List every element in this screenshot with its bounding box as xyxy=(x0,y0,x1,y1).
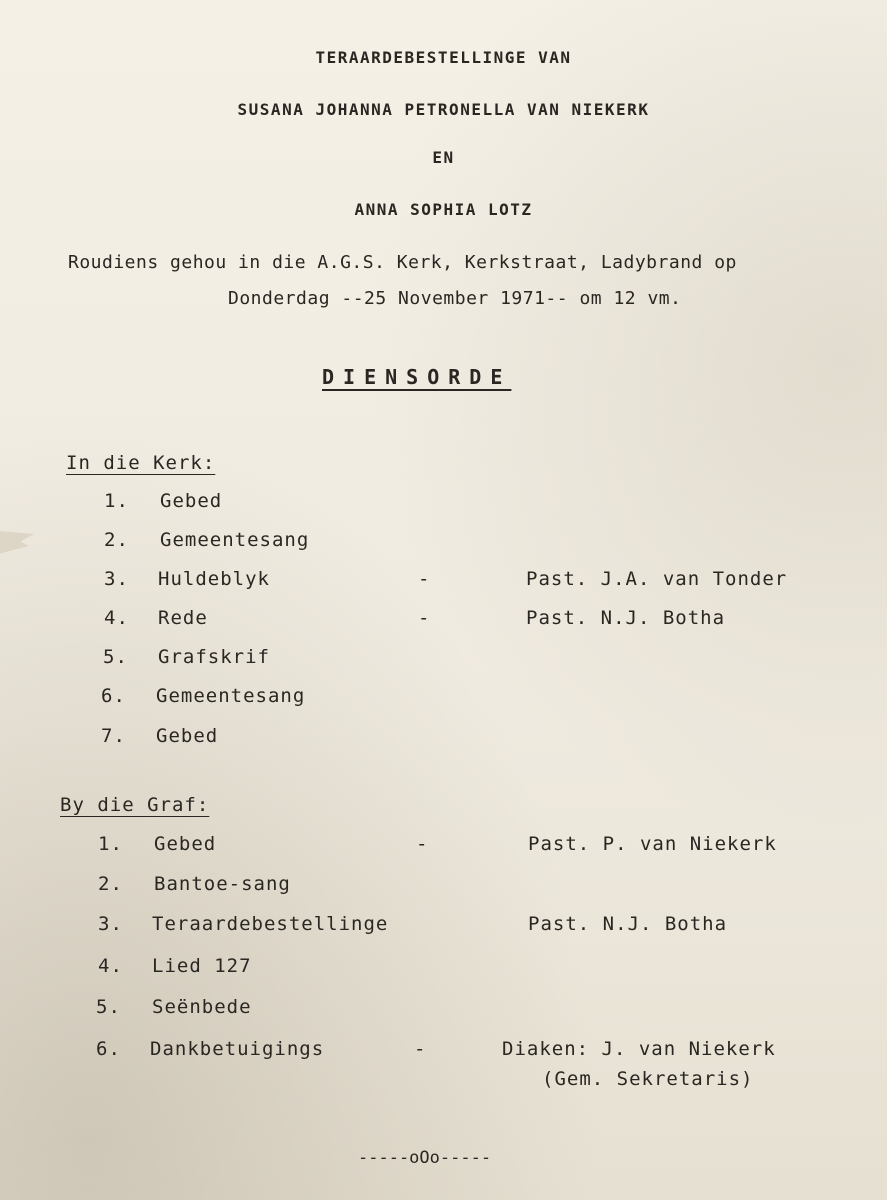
item-text: Huldeblyk xyxy=(158,568,270,590)
item-number: 2. xyxy=(98,873,123,895)
item-person: Past. J.A. van Tonder xyxy=(526,568,788,590)
item-text: Gemeentesang xyxy=(160,529,310,551)
item-text: Dankbetuigings xyxy=(150,1038,325,1060)
item-number: 4. xyxy=(98,955,123,977)
item-text: Gemeentesang xyxy=(156,685,306,707)
item-number: 4. xyxy=(104,607,129,629)
item-number: 5. xyxy=(96,996,121,1018)
item-text: Seënbede xyxy=(152,996,252,1018)
item-person: Past. N.J. Botha xyxy=(526,607,726,629)
item-number: 6. xyxy=(101,685,126,707)
item-dash: - xyxy=(418,607,431,629)
section-grave-label: By die Graf: xyxy=(60,794,210,816)
item-dash: - xyxy=(416,833,429,855)
torn-edge xyxy=(0,525,34,555)
item-number: 1. xyxy=(98,833,123,855)
item-person: Diaken: J. van Niekerk xyxy=(502,1038,776,1060)
service-line-2: Donderdag --25 November 1971-- om 12 vm. xyxy=(228,288,682,309)
section-church-label: In die Kerk: xyxy=(66,452,216,474)
item-number: 2. xyxy=(104,529,129,551)
item-dash: - xyxy=(418,568,431,590)
item-text: Grafskrif xyxy=(158,646,270,668)
item-text: Rede xyxy=(158,607,208,629)
item-number: 3. xyxy=(104,568,129,590)
title-line-1: TERAARDEBESTELLINGE VAN xyxy=(315,48,572,67)
closing-ornament: -----oOo----- xyxy=(358,1148,492,1168)
title-line-4: ANNA SOPHIA LOTZ xyxy=(354,200,533,219)
item-text: Teraardebestellinge xyxy=(152,913,389,935)
item-text: Gebed xyxy=(156,725,219,747)
item-text: Gebed xyxy=(160,490,223,512)
item-number: 3. xyxy=(98,913,123,935)
item-text: Bantoe-sang xyxy=(154,873,291,895)
item-number: 6. xyxy=(96,1038,121,1060)
item-text: Gebed xyxy=(154,833,217,855)
item-number: 1. xyxy=(104,490,129,512)
secretary-note: (Gem. Sekretaris) xyxy=(542,1068,754,1090)
order-of-service-heading: DIENSORDE xyxy=(322,365,512,389)
title-line-2: SUSANA JOHANNA PETRONELLA VAN NIEKERK xyxy=(237,100,650,119)
item-number: 5. xyxy=(103,646,128,668)
item-text: Lied 127 xyxy=(152,955,252,977)
item-number: 7. xyxy=(101,725,126,747)
item-person: Past. P. van Niekerk xyxy=(528,833,777,855)
item-person: Past. N.J. Botha xyxy=(528,913,728,935)
title-line-3: EN xyxy=(432,148,455,167)
service-line-1: Roudiens gehou in die A.G.S. Kerk, Kerkstraat, Ladybrand op xyxy=(68,252,737,273)
item-dash: - xyxy=(414,1038,427,1060)
